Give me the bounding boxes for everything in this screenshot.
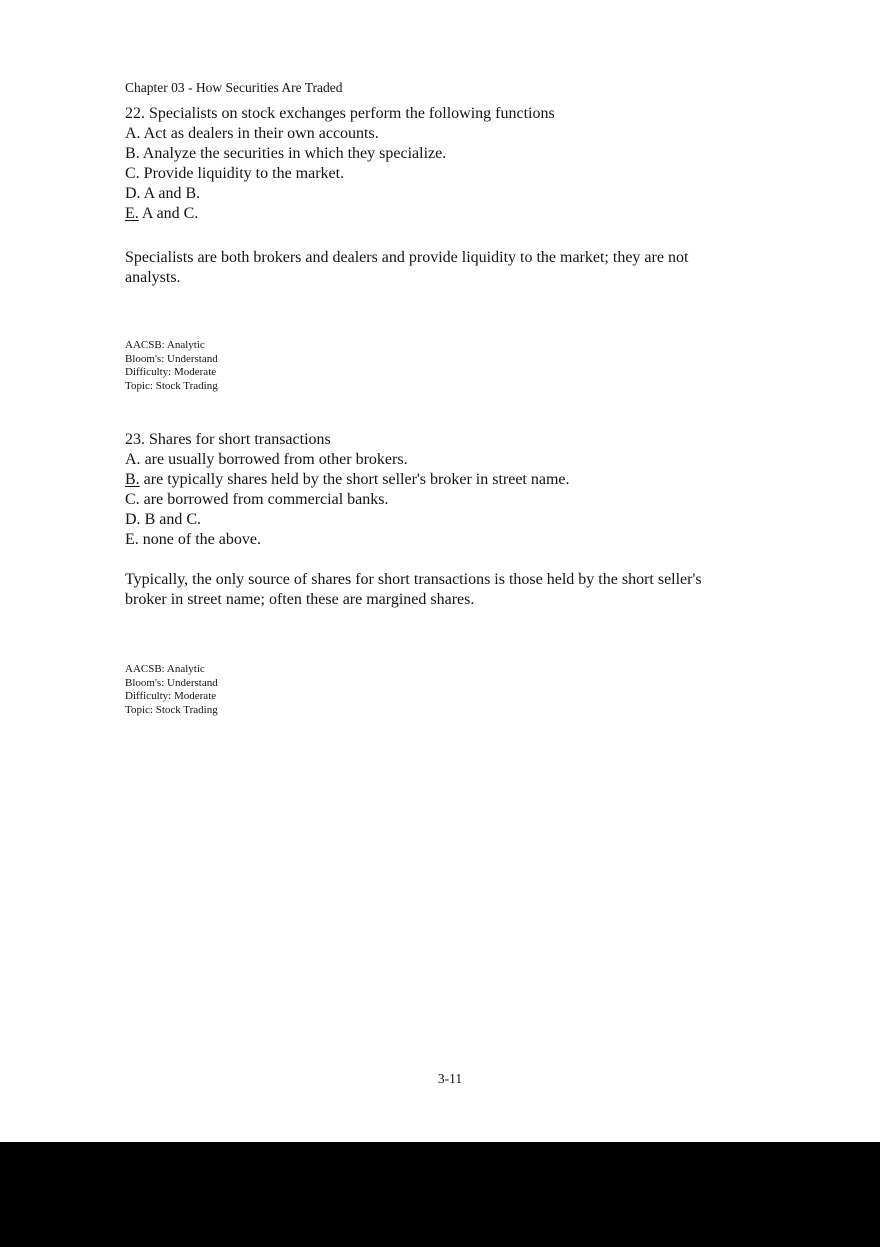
question-number: 22.	[125, 105, 145, 122]
answer-options	[125, 450, 775, 550]
metadata-line: Bloom's: Understand	[125, 352, 218, 365]
answer-option	[125, 450, 775, 470]
answer-option	[125, 184, 775, 204]
metadata-line: Bloom's: Understand	[125, 676, 218, 689]
option-letter: B.	[125, 144, 140, 162]
option-text: are borrowed from commercial banks.	[139, 490, 389, 508]
answer-option	[125, 144, 775, 164]
option-letter: A.	[125, 124, 141, 142]
explanation-line: analysts.	[125, 269, 181, 287]
question-text: Specialists on stock exchanges perform the following functions	[149, 105, 555, 122]
answer-option	[125, 124, 775, 144]
answer-options	[125, 124, 775, 224]
answer-option	[125, 490, 775, 510]
option-letter: B.	[125, 470, 140, 488]
option-text: A and C.	[138, 204, 199, 222]
option-text: Provide liquidity to the market.	[139, 164, 345, 182]
answer-option	[125, 164, 775, 184]
explanation-line: broker in street name; often these are margined shares.	[125, 591, 475, 609]
option-letter: D.	[125, 510, 141, 528]
question-text: Shares for short transactions	[149, 431, 331, 448]
option-letter: C.	[125, 164, 140, 182]
bottom-black-bar	[0, 1142, 880, 1247]
option-letter: D.	[125, 184, 141, 202]
option-letter: A.	[125, 450, 141, 468]
chapter-header: Chapter 03 - How Securities Are Traded	[125, 80, 343, 95]
question-number: 23.	[125, 431, 145, 448]
metadata-line: Topic: Stock Trading	[125, 703, 218, 716]
metadata-line: Difficulty: Moderate	[125, 366, 217, 378]
answer-option	[125, 530, 775, 550]
option-text: B and C.	[140, 510, 202, 528]
metadata-line: AACSB: Analytic	[125, 663, 205, 675]
answer-option	[125, 510, 775, 530]
answer-option	[125, 204, 775, 224]
option-text: are typically shares held by the short seller's broker in street name.	[139, 470, 570, 488]
metadata-line: AACSB: Analytic	[125, 339, 205, 351]
answer-explanation	[125, 570, 785, 611]
question-stem	[125, 430, 775, 450]
option-text: A and B.	[140, 184, 201, 202]
option-text: none of the above.	[138, 530, 261, 548]
explanation-line: Typically, the only source of shares for short transactions is those held by the short seller's	[125, 571, 702, 588]
option-text: Act as dealers in their own accounts.	[140, 124, 379, 142]
option-letter: E.	[125, 204, 139, 222]
page-number: 3-11	[437, 1071, 463, 1086]
metadata-line: Topic: Stock Trading	[125, 379, 218, 392]
option-letter: E.	[125, 530, 139, 548]
question-stem	[125, 104, 775, 124]
metadata-line: Difficulty: Moderate	[125, 690, 217, 702]
option-letter: C.	[125, 490, 140, 508]
option-text: Analyze the securities in which they specialize.	[139, 144, 447, 162]
option-text: are usually borrowed from other brokers.	[140, 450, 408, 468]
question-metadata	[125, 663, 525, 717]
question-block-23	[125, 430, 775, 549]
question-block-22	[125, 104, 775, 223]
answer-option	[125, 470, 775, 490]
answer-explanation	[125, 248, 785, 289]
question-metadata	[125, 339, 525, 393]
explanation-line: Specialists are both brokers and dealers and provide liquidity to the market; they are not	[125, 249, 689, 266]
